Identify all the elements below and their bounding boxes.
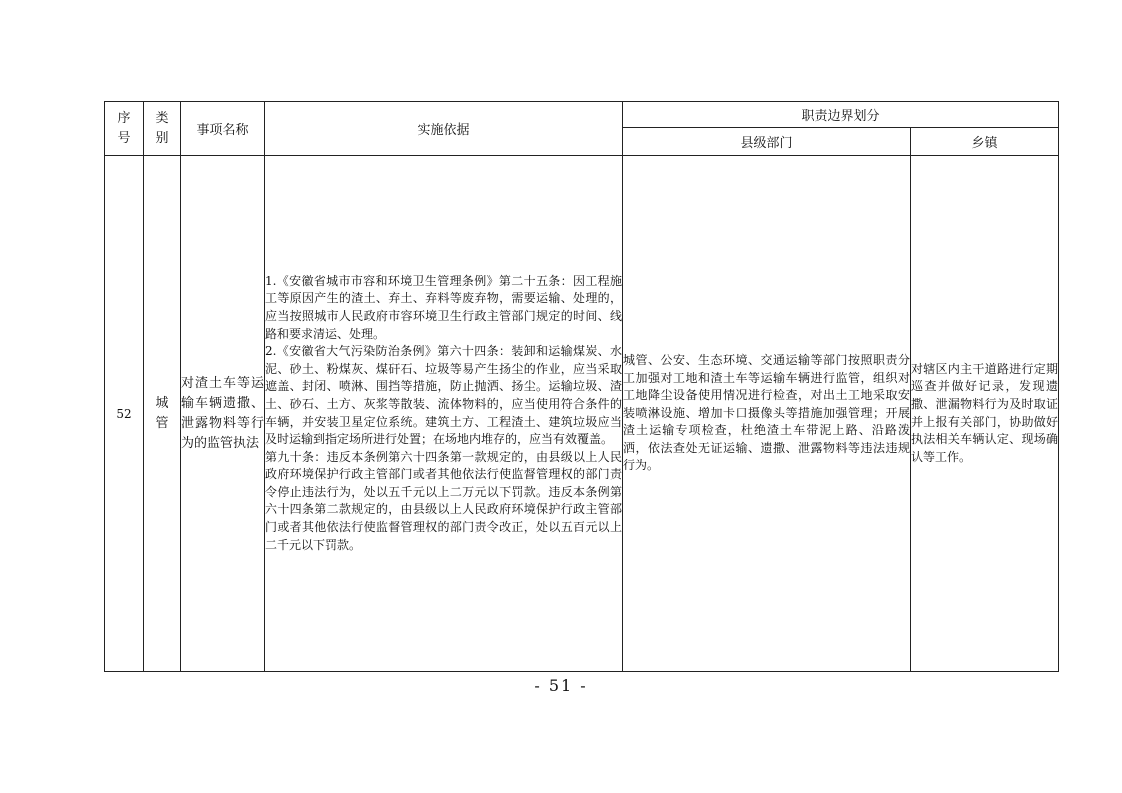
header-township: 乡镇 [911,128,1059,156]
header-basis: 实施依据 [265,102,623,156]
cell-category: 城管 [144,156,181,672]
basis-paragraph: 2.《安徽省大气污染防治条例》第六十四条：装卸和运输煤炭、水泥、砂土、粉煤灰、煤矸石、垃圾等易产生扬尘的作业，应当采取遮盖、封闭、喷淋、围挡等措施，防止抛洒、扬尘。运输垃圾、渣土、砂石、土方、灰浆等散装、流体物料的，应当使用符合条件的车辆，并安装卫星定位系统。建筑土方、工程渣土、建筑垃圾应当及时运输到指定场所进行处置；在场地内堆存的，应当有效覆盖。 [265,344,622,447]
page-number: - 51 - [534,676,588,695]
cell-basis [265,156,623,672]
basis-paragraph: 第九十条：违反本条例第六十四条第一款规定的，由县级以上人民政府环境保护行政主管部门或者其他依法行使监督管理权的部门责令停止违法行为，处以五千元以上二万元以下罚款。违反本条例第六十四条第二款规定的，由县级以上人民政府环境保护行政主管部门或者其他依法行使监督管理权的部门责令改正，处以五百元以上二千元以下罚款。 [265,449,622,552]
table-row [105,156,1059,672]
header-responsibility-division: 职责边界划分 [623,102,1059,128]
cell-item-name: 对渣土车等运输车辆遗撒、泄露物料等行为的监管执法 [181,156,265,672]
header-county-department: 县级部门 [623,128,911,156]
responsibility-table [104,101,1059,672]
header-category: 类别 [144,102,181,156]
header-serial-number: 序号 [105,102,144,156]
cell-town-responsibility: 对辖区内主干道路进行定期巡查并做好记录，发现遗撒、泄漏物料行为及时取证并上报有关部门，协助做好执法相关车辆认定、现场确认等工作。 [911,156,1059,672]
cell-serial-number: 52 [105,156,144,672]
header-item-name: 事项名称 [181,102,265,156]
cell-county-responsibility: 城管、公安、生态环境、交通运输等部门按照职责分工加强对工地和渣土车等运输车辆进行监管，组织对工地降尘设备使用情况进行检查，对出土工地采取安装喷淋设施、增加卡口摄像头等措施加强管理；开展渣土运输专项检查，杜绝渣土车带泥上路、沿路泼洒，依法查处无证运输、遗撒、泄露物料等违法违规行为。 [623,156,911,672]
basis-paragraph: 1.《安徽省城市市容和环境卫生管理条例》第二十五条：因工程施工等原因产生的渣土、弃土、弃料等废弃物，需要运输、处理的，应当按照城市人民政府市容环境卫生行政主管部门规定的时间、线路和要求清运、处理。 [265,273,622,341]
